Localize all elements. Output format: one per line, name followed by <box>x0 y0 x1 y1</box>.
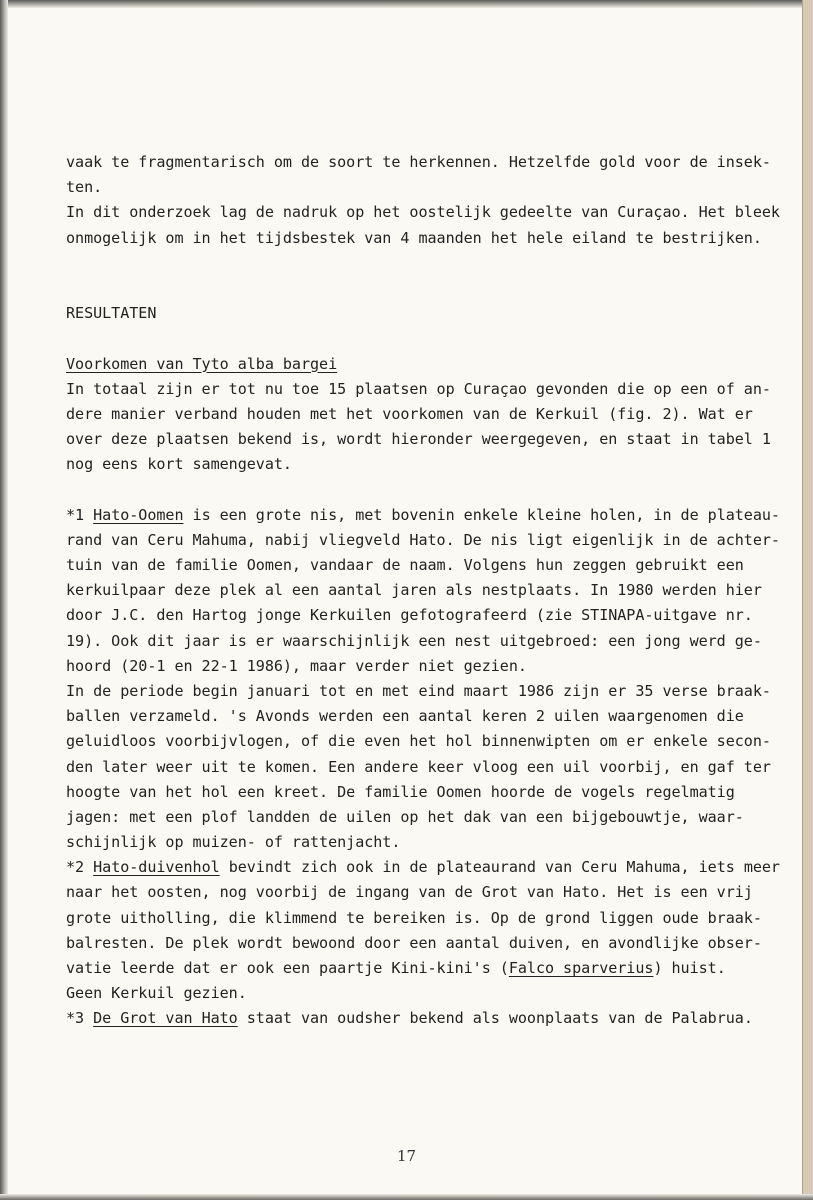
text-line: rand van Ceru Mahuma, nabij vliegveld Hato. De nis ligt eigenlijk in de achter- <box>66 530 780 549</box>
entry-3-text: staat van oudsher bekend als woonplaats van de Palabrua. <box>237 1009 753 1028</box>
text-line: In totaal zijn er tot nu toe 15 plaatsen op Curaçao gevonden die op een of an- <box>66 379 771 398</box>
text-line: nog eens kort samengevat. <box>66 455 292 474</box>
entry-1-name: Hato-Oomen <box>93 505 184 524</box>
page-stack-edge <box>802 0 813 1200</box>
text-line: geluidloos voorbijvlogen, of die even het hol binnenwipten om er enkele secon- <box>66 732 771 751</box>
binding-shadow <box>0 0 8 1200</box>
entry-1-first-line <box>66 503 780 528</box>
text-line: 19). Ook dit jaar is er waarschijnlijk een nest uitgebroed: een jong werd ge- <box>66 631 762 650</box>
text-fragment: vatie leerde dat er ook een paartje Kini-kini's ( <box>66 959 509 977</box>
text-line: over deze plaatsen bekend is, wordt hieronder weergegeven, en staat in tabel 1 <box>66 430 771 449</box>
entry-3-prefix: *3 <box>66 1009 94 1028</box>
text-fragment: ) huist. <box>653 959 726 977</box>
entry-3-name: De Grot van Hato <box>93 1009 238 1028</box>
text-line: grote uitholling, die klimmend te bereiken is. Op de grond liggen oude braak- <box>66 908 762 927</box>
entry-2-text: bevindt zich ook in de plateaurand van Ceru Mahuma, iets meer <box>219 858 780 877</box>
text-line: naar het oosten, nog voorbij de ingang van de Grot van Hato. Het is een vrij <box>66 883 753 902</box>
subheading-text: Voorkomen van Tyto alba bargei <box>66 354 338 373</box>
text-line: jagen: met een plof landden de uilen op het dak van een bijgebouwtje, waar- <box>66 807 744 826</box>
text-line: schijnlijk op muizen- of rattenjacht. <box>66 833 401 852</box>
entry-2-species-line <box>66 956 734 981</box>
entry-2-prefix: *2 <box>66 858 94 877</box>
section-heading: RESULTATEN <box>66 304 157 323</box>
text-line: hoogte van het hol een kreet. De familie Oomen hoorde de vogels regelmatig <box>66 782 735 801</box>
page-body <box>66 150 780 1032</box>
text-line: den later weer uit te komen. Een andere keer vloog een uil voorbij, en gaf ter <box>66 757 771 776</box>
text-line: dere manier verband houden met het voorkomen van de Kerkuil (fig. 2). Wat er <box>66 404 753 423</box>
text-line: ten. <box>66 178 103 197</box>
text-line: vaak te fragmentarisch om de soort te herkennen. Hetzelfde gold voor de insek- <box>66 153 771 171</box>
text-line: onmogelijk om in het tijdsbestek van 4 maanden het hele eiland te bestrijken. <box>66 228 762 247</box>
species-name: Falco sparverius <box>508 959 654 977</box>
text-line: In dit onderzoek lag de nadruk op het oostelijk gedeelte van Curaçao. Het bleek <box>66 203 780 222</box>
page-number: 17 <box>396 1147 417 1165</box>
text-line: tuin van de familie Oomen, vandaar de naam. Volgens hun zeggen gebruikt een <box>66 556 744 574</box>
entry-2-name: Hato-duivenhol <box>93 858 220 877</box>
text-line: ballen verzameld. 's Avonds werden een aantal keren 2 uilen waargenomen die <box>66 707 744 726</box>
subheading <box>66 352 734 377</box>
entry-3-first-line <box>66 1006 753 1031</box>
entry-1-text: is een grote nis, met bovenin enkele kleine holen, in de plateau- <box>183 505 780 524</box>
text-line: Geen Kerkuil gezien. <box>66 984 247 1003</box>
text-line: balresten. De plek wordt bewoond door een aantal duiven, en avondlijke obser- <box>66 933 762 952</box>
page-shadow-top <box>0 0 813 8</box>
text-line: door J.C. den Hartog jonge Kerkuilen gefotografeerd (zie STINAPA-uitgave nr. <box>66 606 753 625</box>
text-line: In de periode begin januari tot en met eind maart 1986 zijn er 35 verse braak- <box>66 681 771 700</box>
page-shadow-bottom <box>0 1194 813 1200</box>
text-line: kerkuilpaar deze plek al een aantal jaren als nestplaats. In 1980 werden hier <box>66 581 762 600</box>
entry-1-prefix: *1 <box>66 505 94 524</box>
text-line: hoord (20-1 en 22-1 1986), maar verder niet gezien. <box>66 656 527 675</box>
entry-2-first-line <box>66 855 780 880</box>
